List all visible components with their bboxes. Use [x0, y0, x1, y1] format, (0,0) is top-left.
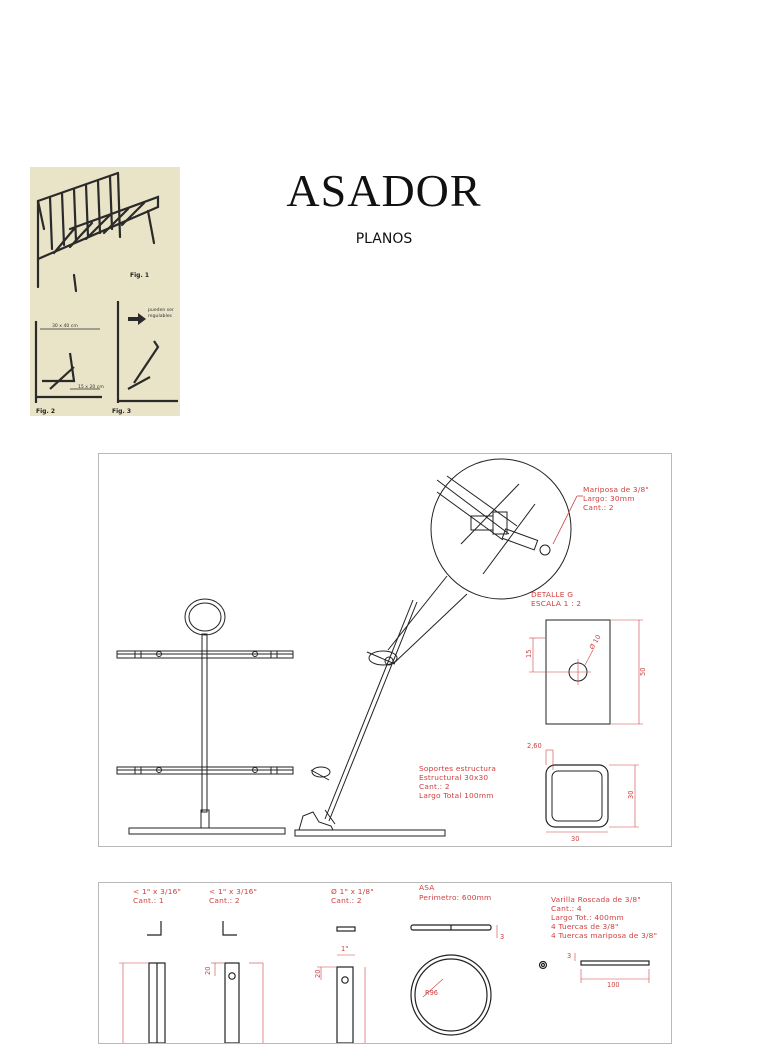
part5-length: Largo Tot.: 400mm: [551, 913, 624, 922]
detail-title: DETALLE G: [531, 590, 574, 599]
detail-g-circle: [388, 459, 574, 664]
drawing-sheet-assembly: [98, 453, 672, 847]
part2-spec: < 1" x 3/16": [209, 887, 258, 896]
support-note-line-2: Estructural 30x30: [419, 773, 489, 782]
support-note-line-1: Soportes estructura: [419, 764, 497, 773]
tube-width-dim: 30: [571, 835, 580, 843]
tube-section-drawing: [546, 750, 639, 832]
plate-detail-drawing: [529, 620, 643, 724]
part2-hole-dim: 20: [204, 966, 212, 975]
support-note-line-4: Largo Total 100mm: [419, 791, 494, 800]
part4-spec: Perimetro: 600mm: [419, 893, 492, 902]
part3-hole-dim: 20: [314, 969, 322, 978]
part4-name: ASA: [419, 883, 435, 892]
part3-width-dim: 1": [341, 945, 349, 953]
document-title: ASADOR: [286, 165, 482, 216]
support-note-line-3: Cant.: 2: [419, 782, 450, 791]
fig3-note-2: regulables: [148, 314, 172, 319]
part5-length-dim: 100: [607, 981, 620, 989]
fig2-label: Fig. 2: [36, 408, 55, 415]
fig3-note: pueden ser: [148, 308, 174, 313]
plate-hole-offset: 15: [525, 649, 533, 658]
part2-qty: Cant.: 2: [209, 896, 240, 905]
side-view-drawing: [295, 600, 445, 836]
part5-nuts: 4 Tuercas de 3/8": [551, 922, 619, 931]
front-view-drawing: [117, 599, 293, 834]
part5-rod-dia-dim: 3: [567, 952, 572, 960]
part4-thickness-dim: 3: [500, 933, 505, 941]
part5-spec: Varilla Roscada de 3/8": [551, 895, 641, 904]
document-subtitle: PLANOS: [355, 231, 413, 247]
detail-callout-line-1: Mariposa de 3/8": [583, 485, 650, 494]
part1-spec: < 1" x 3/16": [133, 887, 182, 896]
part2-drawing: [223, 921, 239, 1043]
drawing-sheet-parts: [98, 882, 672, 1044]
part5-drawing: [540, 961, 650, 969]
part5-wing-nuts: 4 Tuercas mariposa de 3/8": [551, 931, 658, 940]
part1-qty: Cant.: 1: [133, 896, 164, 905]
part4-drawing: [411, 925, 491, 1035]
part3-qty: Cant.: 2: [331, 896, 362, 905]
detail-callout-line-3: Cant.: 2: [583, 503, 614, 512]
fig3-label: Fig. 3: [112, 408, 131, 415]
part3-spec: Ø 1" x 1/8": [331, 887, 374, 896]
plate-height-dim: 50: [639, 667, 647, 676]
fig2-dim-a: 30 x 40 cm: [52, 324, 78, 329]
tube-height-dim: 30: [627, 790, 635, 799]
part4-radius-dim: R96: [425, 989, 438, 997]
fig2-dim-b: 15 x 20 cm: [78, 385, 104, 390]
plate-hole-dim: Ø 10: [587, 633, 603, 651]
fig1-label: Fig. 1: [130, 272, 149, 279]
detail-scale: ESCALA 1 : 2: [531, 599, 582, 608]
detail-callout-line-2: Largo: 30mm: [583, 494, 635, 503]
part5-qty: Cant.: 4: [551, 904, 582, 913]
tube-wall-dim: 2,60: [527, 742, 542, 750]
part1-drawing: [147, 921, 165, 1043]
